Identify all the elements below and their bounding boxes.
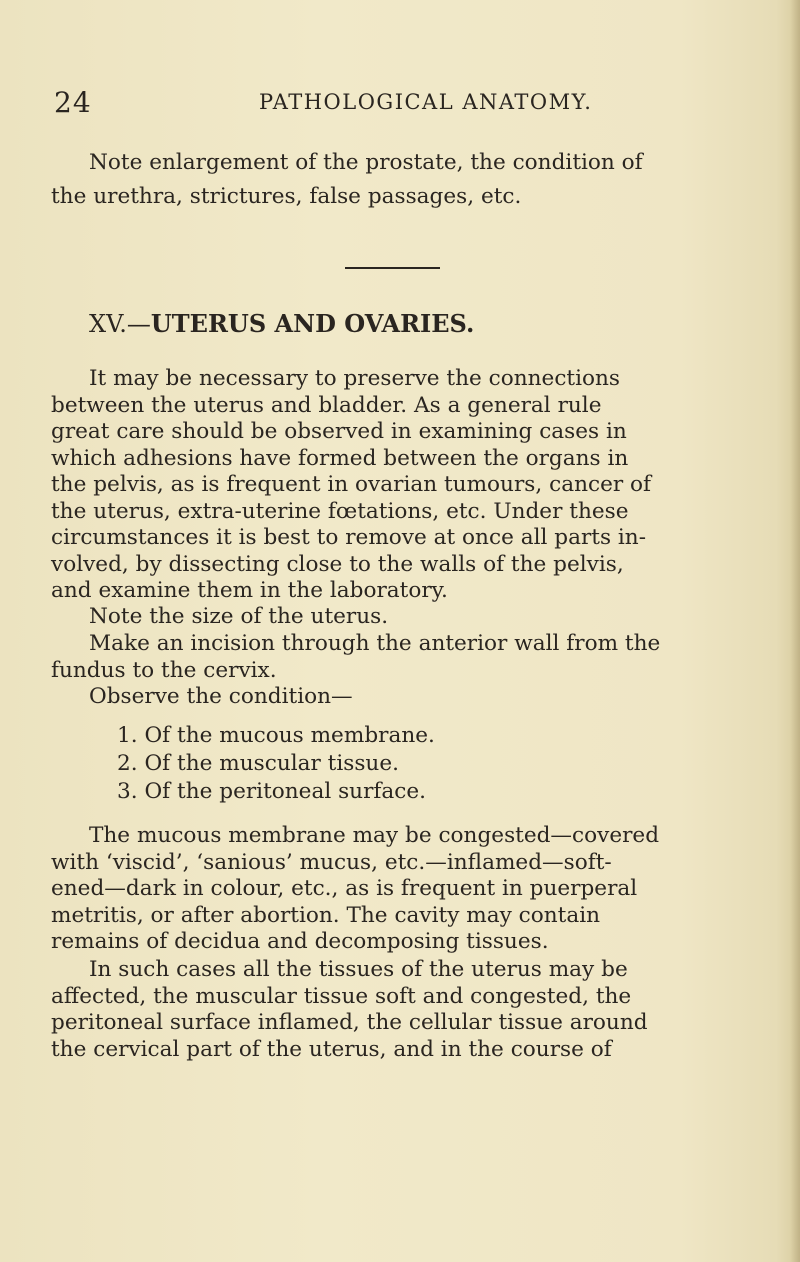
text-line: the pelvis, as is frequent in ovarian tumours, cancer of	[51, 472, 652, 497]
intro-paragraph	[51, 149, 739, 211]
text-line: which adhesions have formed between the organs in	[51, 445, 629, 471]
section-heading	[89, 309, 739, 339]
section-divider	[345, 267, 440, 269]
text-line: fundus to the cervix.	[51, 657, 277, 683]
observe-line: Observe the condition—	[89, 684, 353, 709]
note-size-line: Note the size of the uterus.	[89, 604, 389, 629]
list-item: 1. Of the mucous membrane.	[117, 723, 435, 748]
page-number: 24	[54, 86, 92, 119]
text-line: the cervical part of the uterus, and in the course of	[51, 1036, 612, 1062]
text-line: It may be necessary to preserve the connections	[89, 366, 621, 391]
text-line: the urethra, strictures, false passages, etc.	[51, 184, 522, 209]
paragraph-connections	[51, 365, 741, 604]
text-line: and examine them in the laboratory.	[51, 578, 448, 603]
list-item: 2. Of the muscular tissue.	[117, 751, 399, 776]
text-line: The mucous membrane may be congested—covered	[89, 823, 660, 848]
text-line: volved, by dissecting close to the walls of the pelvis,	[51, 551, 624, 577]
paragraph-incision	[51, 630, 741, 683]
text-line: great care should be observed in examining cases in	[51, 419, 627, 444]
section-number: XV.—	[89, 310, 151, 338]
text-line: peritoneal surface inflamed, the cellular tissue around	[51, 1010, 648, 1035]
text-line: the uterus, extra-uterine fœtations, etc. Under these	[51, 498, 629, 524]
text-line: ened—dark in colour, etc., as is frequent in puerperal	[51, 876, 638, 901]
text-line: with ‘viscid’, ‘sanious’ mucus, etc.—inflamed—soft-	[51, 849, 612, 875]
running-title: PATHOLOGICAL ANATOMY.	[259, 90, 593, 114]
text-line: Make an incision through the anterior wall from the	[89, 631, 661, 656]
text-line: In such cases all the tissues of the uterus may be	[89, 957, 628, 982]
text-line: circumstances it is best to remove at once all parts in-	[51, 525, 647, 550]
text-line: metritis, or after abortion. The cavity may contain	[51, 902, 601, 928]
section-title: UTERUS AND OVARIES.	[150, 309, 475, 338]
text-line: Note enlargement of the prostate, the condition of	[89, 150, 643, 175]
paragraph-tissues	[51, 956, 741, 1062]
paragraph-mucous-membrane	[51, 822, 741, 955]
running-head	[54, 86, 722, 122]
text-line: remains of decidua and decomposing tissues.	[51, 929, 549, 954]
text-line: affected, the muscular tissue soft and congested, the	[51, 983, 632, 1009]
page-edge-shadow	[790, 0, 800, 1262]
text-line: between the uterus and bladder. As a general rule	[51, 392, 602, 418]
list-item: 3. Of the peritoneal surface.	[117, 779, 427, 804]
